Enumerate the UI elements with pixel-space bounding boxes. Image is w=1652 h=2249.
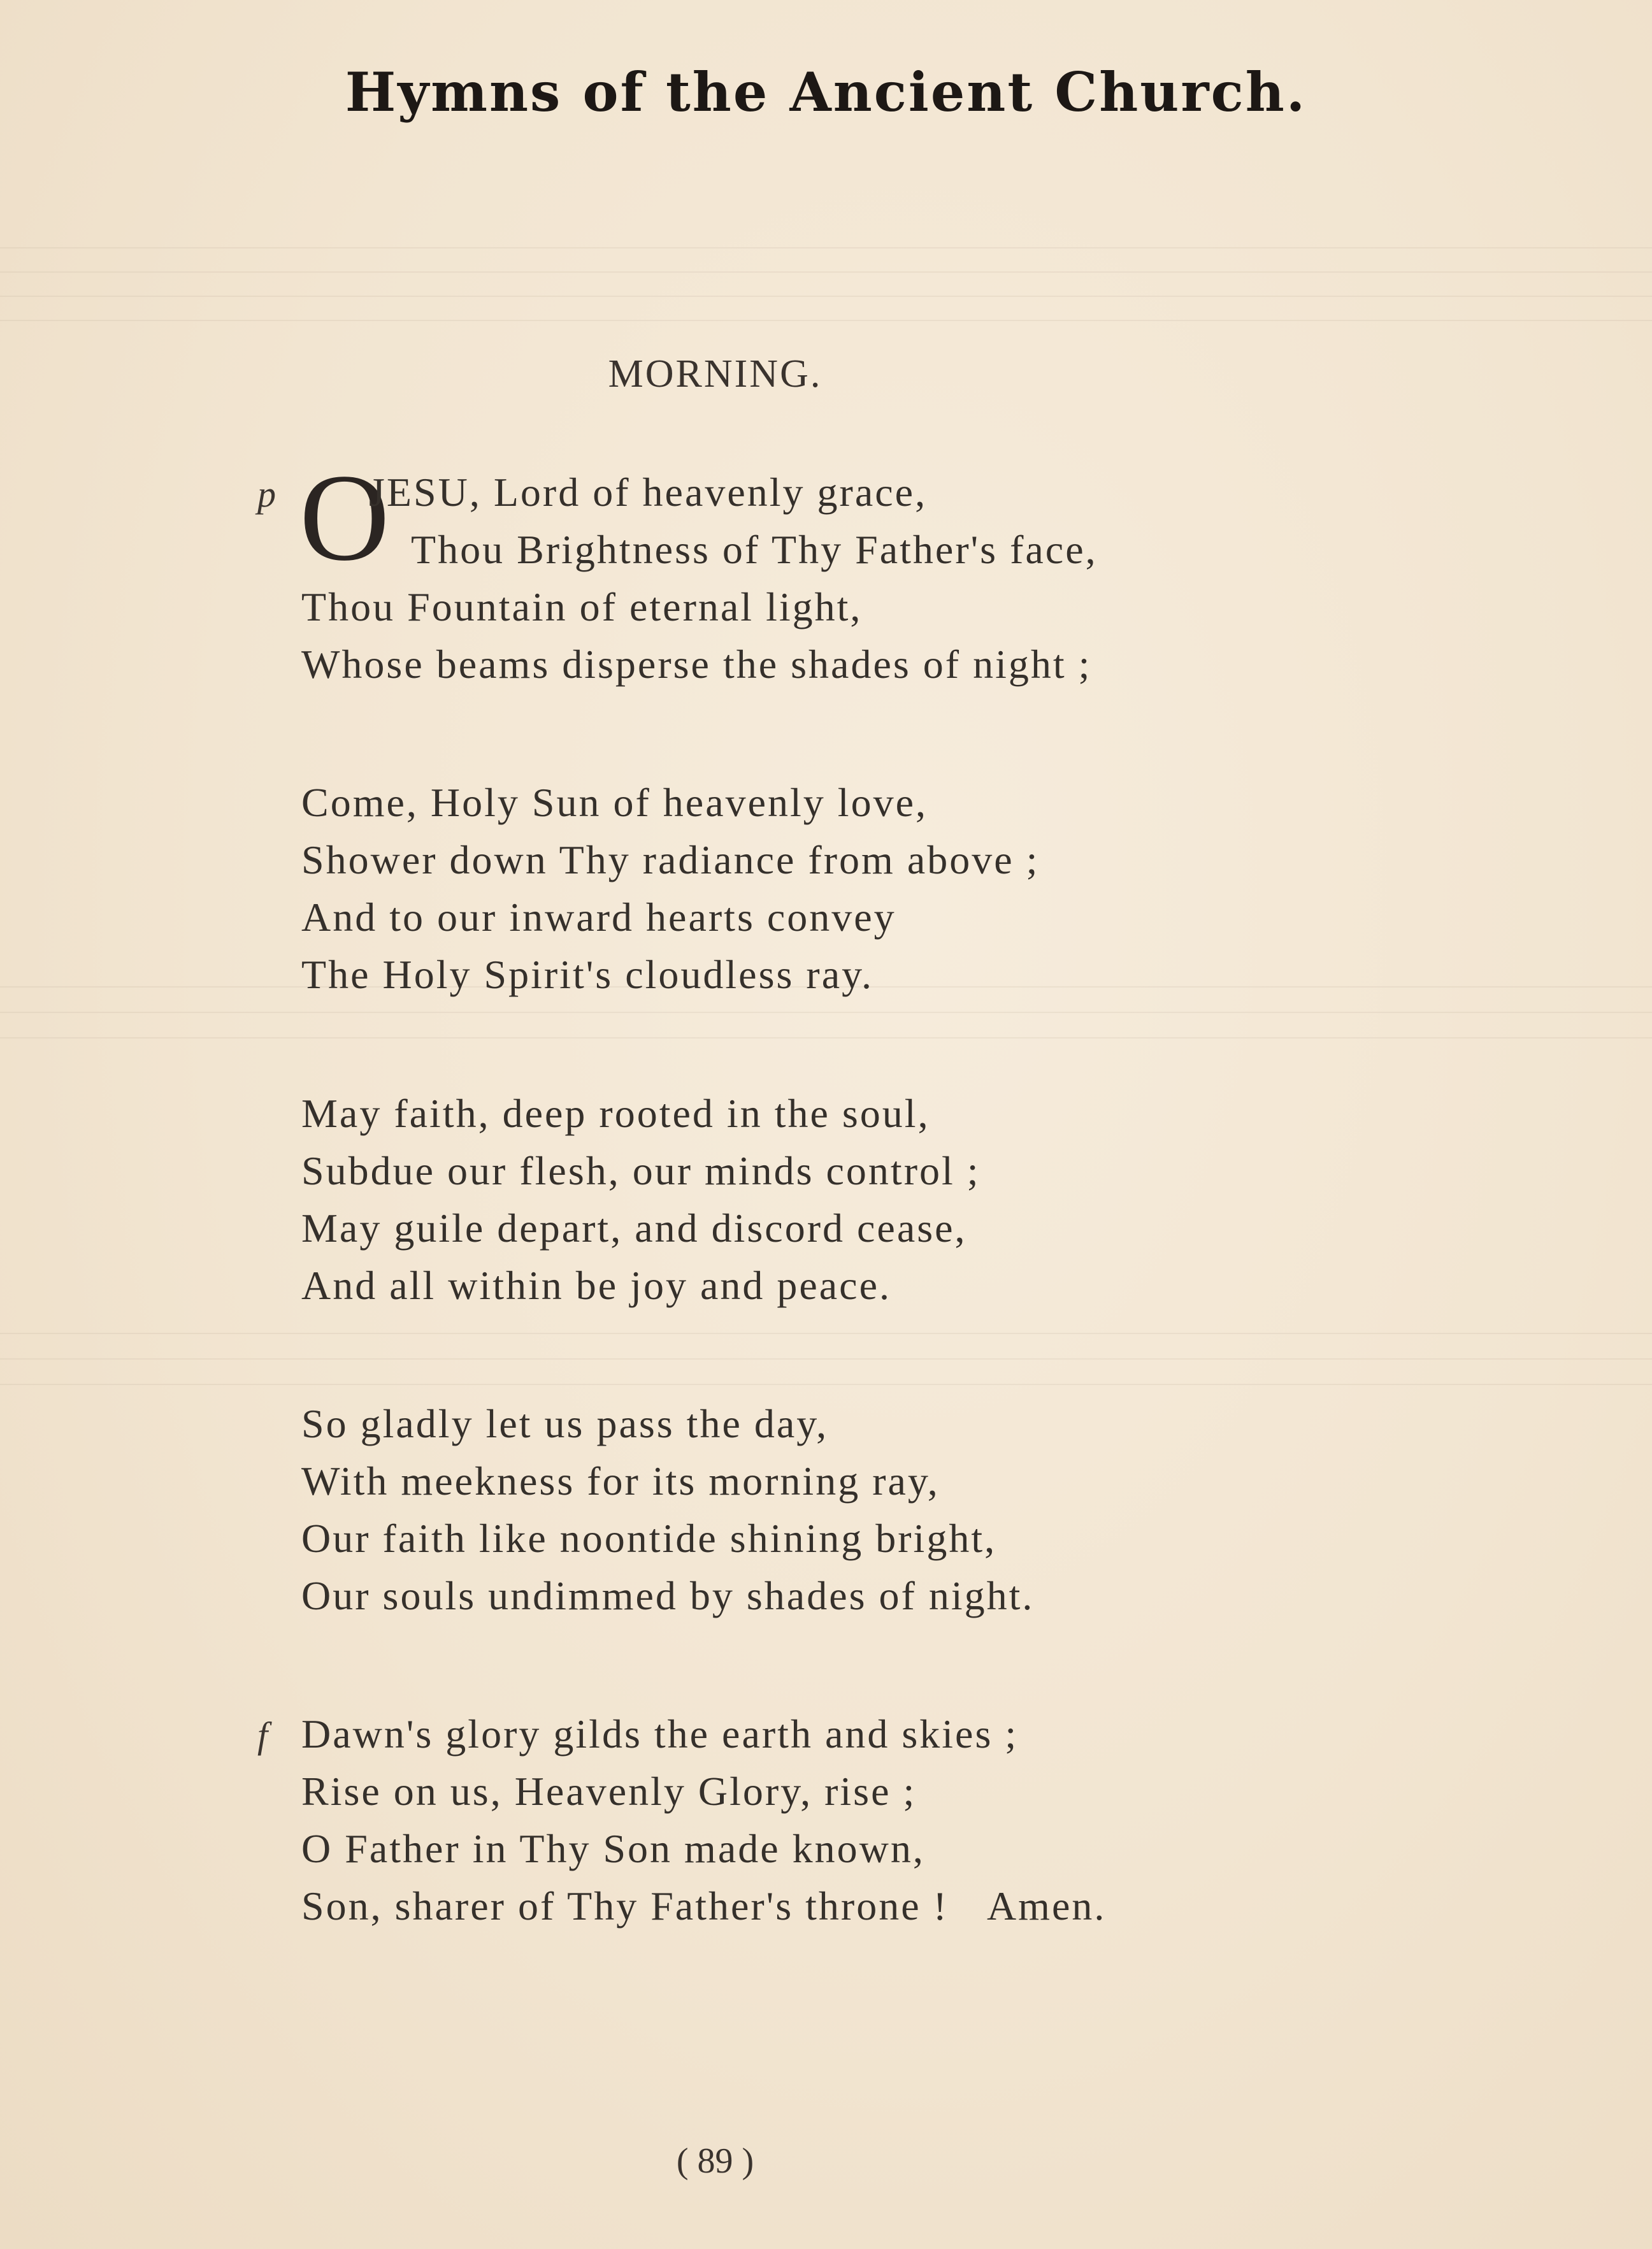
verse-line: O Father in Thy Son made known, [301, 1826, 925, 1871]
bleed-through-line [0, 247, 1652, 248]
verse-line: Thou Fountain of eternal light, [301, 584, 863, 629]
bleed-through-line [0, 271, 1652, 273]
bleed-through-line [0, 1384, 1652, 1385]
verse-line: And to our inward hearts convey [301, 895, 896, 940]
verse-line: Dawn's glory gilds the earth and skies ; [301, 1711, 1019, 1757]
verse-line: Subdue our flesh, our minds control ; [301, 1148, 980, 1193]
verse-2 [301, 774, 1039, 1003]
verse-5 [301, 1706, 1106, 1935]
dynamic-marking-forte: f [257, 1714, 268, 1756]
verse-3 [301, 1085, 980, 1314]
page-number: ( 89 ) [676, 2141, 754, 2181]
verse-line: Shower down Thy radiance from above ; [301, 837, 1040, 882]
bleed-through-line [0, 296, 1652, 297]
verse-line-final [301, 1878, 1106, 1935]
verse-line: Our faith like noontide shining bright, [301, 1516, 997, 1561]
verse-line: May faith, deep rooted in the soul, [301, 1091, 930, 1136]
bleed-through-line [0, 1012, 1652, 1013]
verse-line-text: Son, sharer of Thy Father's throne ! [301, 1883, 949, 1929]
verse-line: Our souls undimmed by shades of night. [301, 1573, 1035, 1618]
bleed-through-line [0, 1358, 1652, 1360]
running-header: Hymns of the Ancient Church. [345, 61, 1307, 124]
drop-cap: O [299, 449, 390, 587]
verse-line: The Holy Spirit's cloudless ray. [301, 952, 873, 997]
amen: Amen. [986, 1883, 1107, 1929]
verse-4 [301, 1395, 1034, 1625]
verse-1 [301, 464, 1098, 693]
verse-line: JESU, Lord of heavenly grace, [369, 470, 928, 515]
verse-line: So gladly let us pass the day, [301, 1401, 829, 1446]
verse-line: Rise on us, Heavenly Glory, rise ; [301, 1769, 917, 1814]
bleed-through-line [0, 1333, 1652, 1334]
verse-line: And all within be joy and peace. [301, 1263, 891, 1308]
verse-line: With meekness for its morning ray, [301, 1458, 940, 1504]
verse-line: Thou Brightness of Thy Father's face, [411, 527, 1098, 572]
dynamic-marking-piano: p [257, 473, 276, 515]
verse-line: Whose beams disperse the shades of night ; [301, 642, 1092, 687]
verse-line: May guile depart, and discord cease, [301, 1205, 967, 1251]
bleed-through-line [0, 1037, 1652, 1038]
bleed-through-line [0, 320, 1652, 321]
hymn-title: MORNING. [608, 352, 822, 396]
verse-line: Come, Holy Sun of heavenly love, [301, 780, 928, 825]
